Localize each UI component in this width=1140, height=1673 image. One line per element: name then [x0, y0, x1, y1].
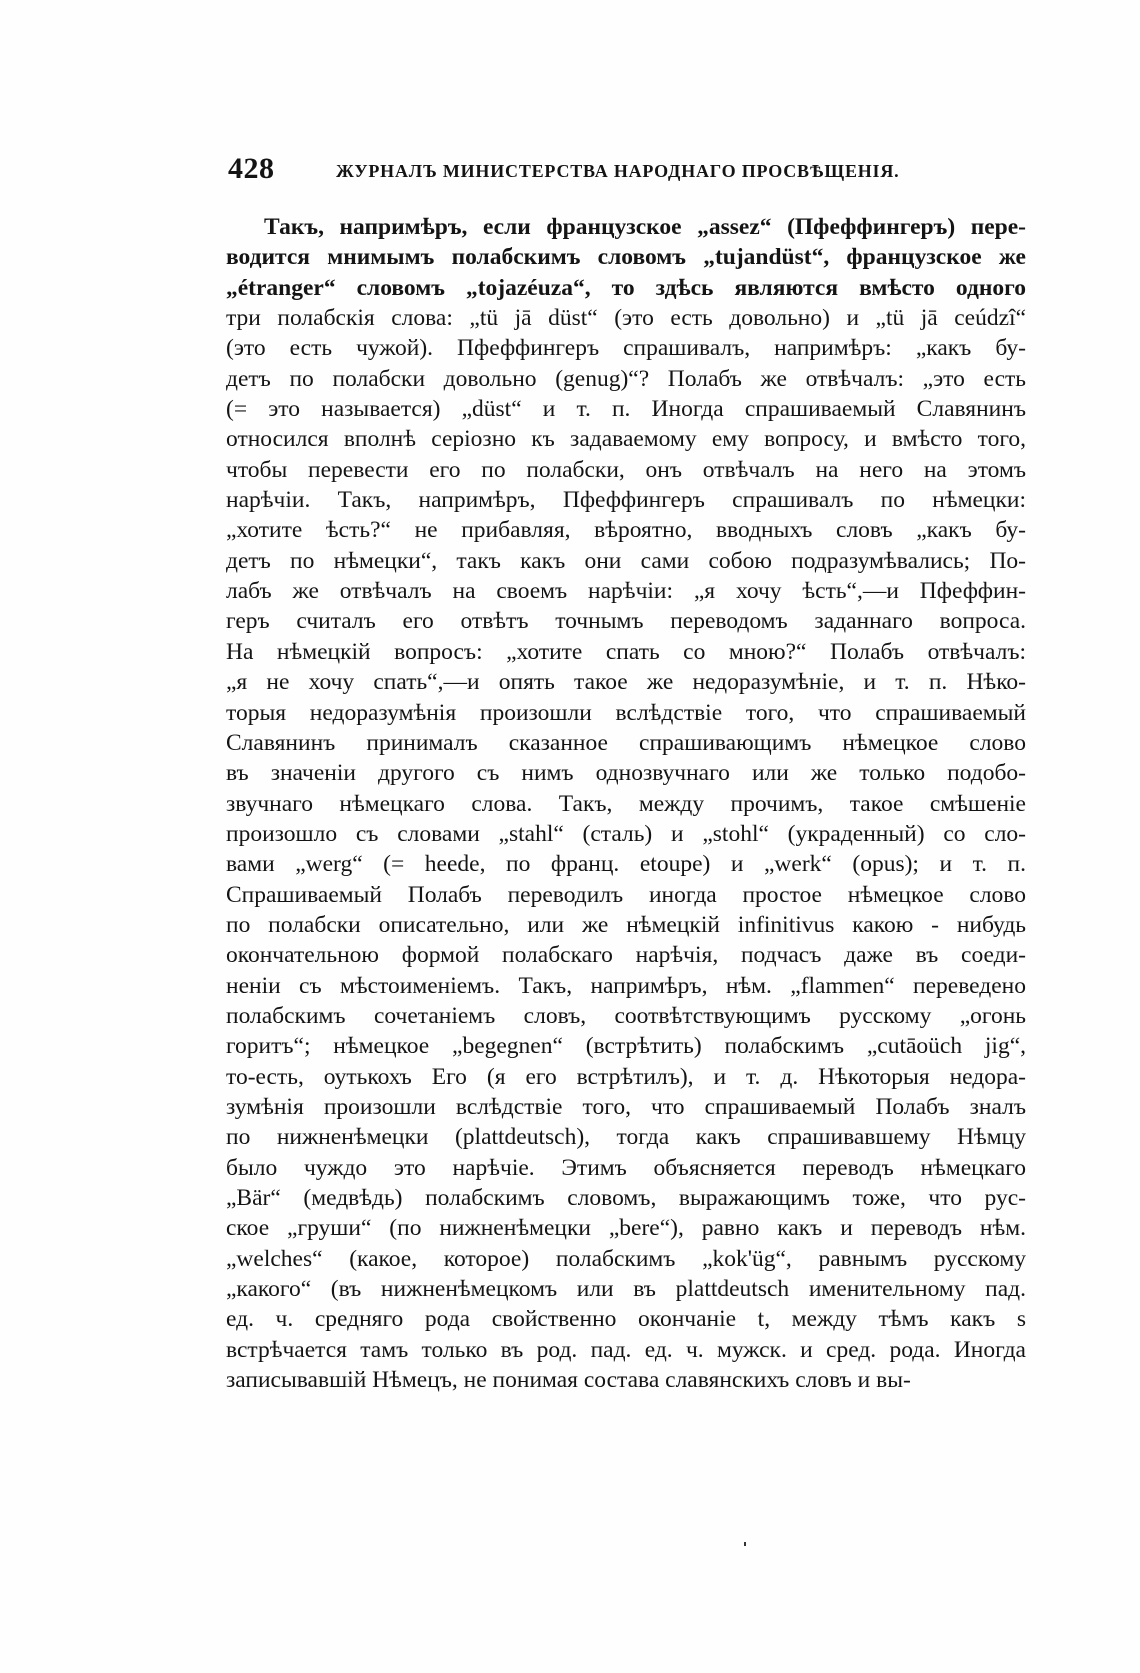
running-title: ЖУРНАЛЪ МИНИСТЕРСТВА НАРОДНАГО ПРОСВѢЩЕНІЯ.	[336, 161, 900, 181]
text-line: ское „груши“ (по нижненѣмецки „bere“), равно какъ и переводъ нѣм.	[226, 1215, 1026, 1242]
text-line: окончательною формой полабскаго нарѣчія, подчасъ даже въ соеди-	[226, 942, 1026, 969]
text-line: записывавшій Нѣмецъ, не понимая состава славянскихъ словъ и вы-	[226, 1367, 911, 1394]
text-line: На нѣмецкій вопросъ: „хотите спать со мною?“ Полабъ отвѣчалъ:	[226, 638, 1026, 665]
text-line: (это есть чужой). Пфеффингеръ спрашивалъ, напримѣръ: „какъ бу-	[226, 335, 1026, 362]
text-line: то-есть, оутькохъ Его (я его встрѣтилъ), и т. д. Нѣкоторыя недора-	[226, 1063, 1026, 1090]
text-line: нарѣчіи. Такъ, напримѣръ, Пфеффингеръ спрашивалъ по нѣмецки:	[226, 487, 1026, 514]
text-line: „какого“ (въ нижненѣмецкомъ или въ plattdeutsch именительному пад.	[226, 1276, 1026, 1303]
text-line: по полабски описательно, или же нѣмецкій infinitivus какою - нибудь	[226, 911, 1026, 938]
text-line: было чуждо это нарѣчіе. Этимъ объясняется переводъ нѣмецкаго	[226, 1154, 1026, 1181]
text-line: чтобы перевести его по полабски, онъ отвѣчалъ на него на этомъ	[226, 456, 1026, 483]
text-line: относился вполнѣ серіозно къ задаваемому ему вопросу, и вмѣсто того,	[226, 426, 1026, 453]
page-number: 428	[228, 152, 275, 185]
page-header	[228, 152, 1018, 192]
text-line: „étranger“ словомъ „tojazéuza“, то здѣсь являются вмѣсто одного	[226, 274, 1026, 301]
text-line: лабъ же отвѣчалъ на своемъ нарѣчіи: „я хочу ѣсть“,—и Пфеффин-	[226, 578, 1026, 605]
text-line: встрѣчается тамъ только въ род. пад. ед. ч. мужск. и сред. рода. Иногда	[226, 1336, 1026, 1363]
text-line: вами „werg“ (= heede, по франц. etoupe) и „werk“ (opus); и т. п.	[226, 851, 1026, 878]
text-line: (= это называется) „düst“ и т. п. Иногда спрашиваемый Славянинъ	[226, 396, 1026, 423]
text-line: произошло съ словами „stahl“ (сталь) и „stohl“ (украденный) со сло-	[226, 820, 1026, 847]
text-line: полабскимъ сочетаніемъ словъ, соотвѣтствующимъ русскому „огонь	[226, 1002, 1026, 1029]
text-line: торыя недоразумѣнія произошли вслѣдствіе того, что спрашиваемый	[226, 699, 1026, 726]
text-line: детъ по нѣмецки“, такъ какъ они сами собою подразумѣвались; По-	[226, 547, 1026, 574]
text-line: въ значеніи другого съ нимъ однозвучнаго или же только подобо-	[226, 760, 1026, 787]
text-line: по нижненѣмецки (plattdeutsch), тогда какъ спрашивавшему Нѣмцу	[226, 1124, 1026, 1151]
text-line: геръ считалъ его отвѣтъ точнымъ переводомъ заданнаго вопроса.	[226, 608, 1026, 635]
text-line: три полабскія слова: „tü jā düst“ (это есть довольно) и „tü jā ceúdzî“	[226, 305, 1026, 332]
text-line: „хотите ѣсть?“ не прибавляя, вѣроятно, вводныхъ словъ „какъ бу-	[226, 517, 1026, 544]
text-line: Такъ, напримѣръ, если французское „assez“ (Пфеффингеръ) пере-	[264, 214, 1026, 240]
text-line: „Bär“ (медвѣдь) полабскимъ словомъ, выражающимъ тоже, что рус-	[226, 1185, 1026, 1211]
body-text	[226, 212, 1026, 1395]
text-line: звучнаго нѣмецкаго слова. Такъ, между прочимъ, такое смѣшеніе	[226, 790, 1026, 817]
text-line: Спрашиваемый Полабъ переводилъ иногда простое нѣмецкое слово	[226, 881, 1026, 908]
text-line: ед. ч. средняго рода свойственно окончаніе t, между тѣмъ какъ s	[226, 1306, 1026, 1333]
text-line: „я не хочу спать“,—и опять такое же недоразумѣніе, и т. п. Нѣко-	[226, 669, 1026, 696]
text-line: детъ по полабски довольно (genug)“? Полабъ же отвѣчалъ: „это есть	[226, 365, 1026, 392]
print-speck	[744, 1542, 746, 1546]
text-line: „welches“ (какое, которое) полабскимъ „kok'üg“, равнымъ русскому	[226, 1245, 1026, 1272]
text-line: Славянинъ принималъ сказанное спрашивающимъ нѣмецкое слово	[226, 729, 1026, 756]
text-line: неніи съ мѣстоименіемъ. Такъ, напримѣръ, нѣм. „flammen“ переведено	[226, 972, 1026, 999]
text-line: горитъ“; нѣмецкое „begegnen“ (встрѣтить) полабскимъ „cutāoüch jig“,	[226, 1033, 1026, 1060]
text-line: зумѣнія произошли вслѣдствіе того, что спрашиваемый Полабъ зналъ	[226, 1093, 1026, 1120]
text-line: водится мнимымъ полабскимъ словомъ „tujandüst“, французское же	[226, 244, 1026, 271]
